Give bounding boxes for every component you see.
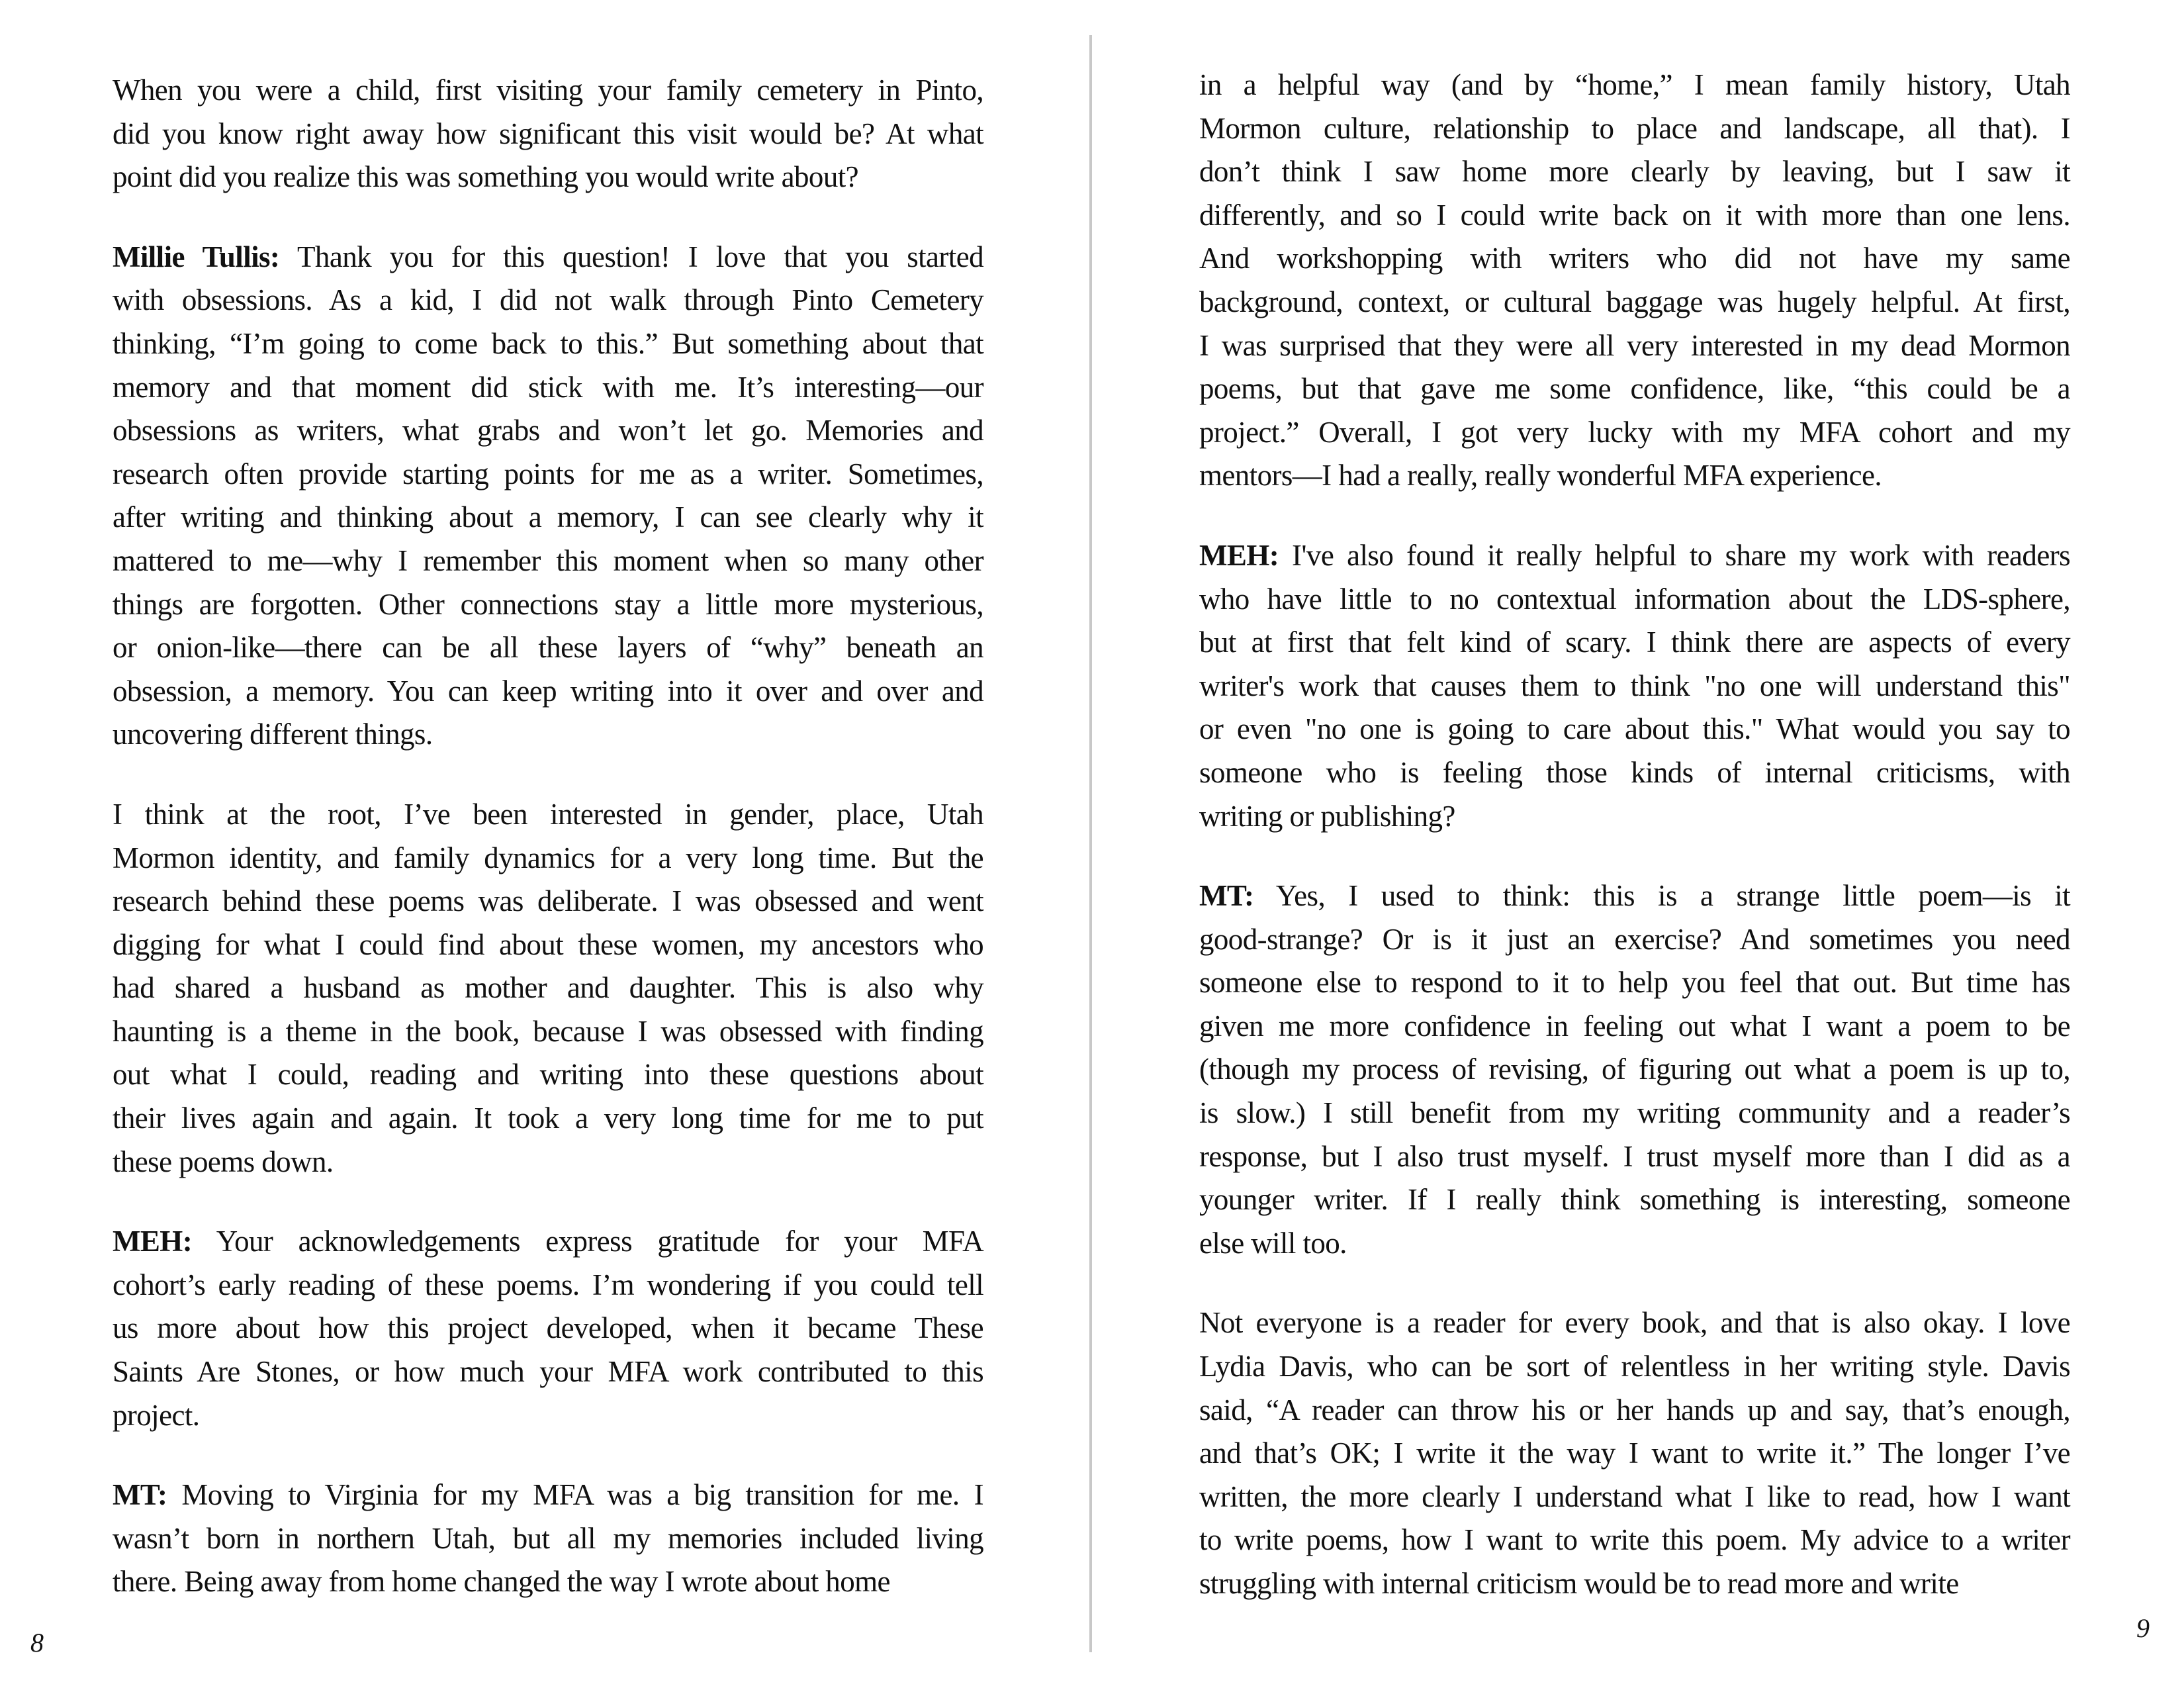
line-text: Thank you for this question! I love that you started xyxy=(279,240,983,273)
line-text: to write poems, how I want to write this poem. My advice to a writer xyxy=(1199,1523,2070,1557)
text-line xyxy=(1199,454,2070,498)
paragraph xyxy=(1199,534,2070,838)
line-text: don’t think I saw home more clearly by leaving, but I saw it xyxy=(1199,155,2070,189)
line-text: struggling with internal criticism would be to read more and write xyxy=(1199,1567,1959,1600)
line-text: cohort’s early reading of these poems. I’m wondering if you could tell xyxy=(113,1268,983,1301)
line-text: haunting is a theme in the book, because I was obsessed with finding xyxy=(113,1014,983,1048)
text-line xyxy=(1199,1345,2070,1389)
paragraph xyxy=(113,1474,983,1604)
line-text: differently, and so I could write back on it with more than one lens. xyxy=(1199,198,2070,232)
line-text: mentors—I had a really, really wonderful MFA experience. xyxy=(1199,459,1882,492)
line-text: Lydia Davis, who can be sort of relentless in her writing style. Davis xyxy=(1199,1350,2070,1383)
text-line xyxy=(1199,1005,2070,1049)
line-text: I've also found it really helpful to share my work with readers xyxy=(1279,538,2070,572)
line-text: Not everyone is a reader for every book, and that is also okay. I love xyxy=(1199,1306,2070,1340)
line-text: someone else to respond to it to help you feel that out. But time has xyxy=(1199,966,2070,1000)
line-text: given me more confidence in feeling out what I want a poem to be xyxy=(1199,1009,2070,1043)
text-line xyxy=(1199,918,2070,962)
text-line xyxy=(113,539,983,583)
line-text: good-strange? Or is it just an exercise? And sometimes you need xyxy=(1199,922,2070,956)
text-line xyxy=(1199,411,2070,455)
text-line xyxy=(1199,665,2070,708)
right-page-column xyxy=(1199,64,2070,1642)
text-line xyxy=(1199,1092,2070,1135)
line-text: mattered to me—why I remember this moment when so many other xyxy=(113,543,983,577)
text-line xyxy=(113,1474,983,1517)
line-text: response, but I also trust myself. I trust myself more than I did as a xyxy=(1199,1139,2070,1173)
text-line xyxy=(113,713,983,757)
line-text: poems, but that gave me some confidence, like, “this could be a xyxy=(1199,372,2070,406)
paragraph xyxy=(113,793,983,1184)
text-line xyxy=(113,923,983,967)
line-text: research often provide starting points for me as a writer. Sometimes, xyxy=(113,457,983,491)
text-line xyxy=(113,1307,983,1350)
text-line xyxy=(113,1097,983,1141)
text-line xyxy=(1199,1178,2070,1222)
line-text: younger writer. If I really think something is interesting, someone xyxy=(1199,1183,2070,1217)
line-text: point did you realize this was something you would write about? xyxy=(113,160,858,194)
line-text: uncovering different things. xyxy=(113,718,433,751)
text-line xyxy=(113,1010,983,1054)
text-line xyxy=(1199,1476,2070,1519)
text-line xyxy=(1199,1135,2070,1179)
text-line xyxy=(1199,1519,2070,1562)
speaker-label: MT: xyxy=(113,1478,167,1512)
text-line xyxy=(1199,1432,2070,1476)
text-line xyxy=(113,837,983,880)
text-line xyxy=(1199,578,2070,622)
text-line xyxy=(1199,1389,2070,1432)
line-text: or onion-like—there can be all these layers of “why” beneath an xyxy=(113,631,983,665)
text-line xyxy=(1199,1048,2070,1092)
page-number-right: 9 xyxy=(2136,1613,2150,1643)
line-text: us more about how this project developed, when it became These xyxy=(113,1311,983,1345)
paragraph xyxy=(1199,1301,2070,1605)
paragraph xyxy=(113,236,983,757)
line-text: Yes, I used to think: this is a strange little poem—is it xyxy=(1253,879,2070,913)
line-text: in a helpful way (and by “home,” I mean family history, Utah xyxy=(1199,68,2070,101)
line-text: out what I could, reading and writing into these questions about xyxy=(113,1058,983,1092)
text-line xyxy=(113,1220,983,1264)
line-text: someone who is feeling those kinds of internal criticisms, with xyxy=(1199,755,2070,789)
text-line xyxy=(113,156,983,199)
text-line xyxy=(113,1141,983,1184)
text-line xyxy=(1199,324,2070,368)
text-line xyxy=(1199,708,2070,751)
line-text: thinking, “I’m going to come back to this.” But something about that xyxy=(113,326,983,360)
line-text: project.” Overall, I got very lucky with my MFA cohort and my xyxy=(1199,415,2070,449)
text-line xyxy=(1199,281,2070,324)
text-line xyxy=(1199,795,2070,839)
line-text: Your acknowledgements express gratitude for your MFA xyxy=(192,1225,983,1258)
line-text: When you were a child, first visiting your family cemetery in Pinto, xyxy=(113,73,983,107)
paragraph xyxy=(113,69,983,199)
text-line xyxy=(113,366,983,410)
line-text: things are forgotten. Other connections stay a little more mysterious, xyxy=(113,587,983,621)
text-line xyxy=(1199,150,2070,194)
speaker-label: MEH: xyxy=(1199,538,1279,572)
text-line xyxy=(1199,64,2070,107)
text-line xyxy=(1199,237,2070,281)
line-text: did you know right away how significant this visit would be? At what xyxy=(113,117,983,150)
text-line xyxy=(113,626,983,670)
line-text: obsession, a memory. You can keep writing into it over and over and xyxy=(113,674,983,708)
line-text: is slow.) I still benefit from my writing community and a reader’s xyxy=(1199,1096,2070,1130)
line-text: their lives again and again. It took a very long time for me to put xyxy=(113,1102,983,1135)
line-text: writing or publishing? xyxy=(1199,799,1455,833)
page-gutter-divider xyxy=(1089,35,1092,1652)
line-text: background, context, or cultural baggage was hugely helpful. At first, xyxy=(1199,285,2070,318)
line-text: project. xyxy=(113,1398,200,1432)
left-page-column xyxy=(113,69,983,1640)
text-line xyxy=(1199,874,2070,918)
line-text: who have little to no contextual information about the LDS-sphere, xyxy=(1199,582,2070,616)
text-line xyxy=(1199,751,2070,795)
text-line xyxy=(113,1394,983,1438)
text-line xyxy=(113,670,983,714)
line-text: but at first that felt kind of scary. I think there are aspects of every xyxy=(1199,626,2070,659)
line-text: had shared a husband as mother and daughter. This is also why xyxy=(113,971,983,1005)
line-text: Saints Are Stones, or how much your MFA work contributed to this xyxy=(113,1355,983,1389)
line-text: I think at the root, I’ve been interested in gender, place, Utah xyxy=(113,797,983,831)
line-text: there. Being away from home changed the way I wrote about home xyxy=(113,1565,890,1599)
text-line xyxy=(113,496,983,539)
paragraph xyxy=(113,1220,983,1437)
line-text: written, the more clearly I understand what I like to read, how I want xyxy=(1199,1479,2070,1513)
text-line xyxy=(1199,534,2070,578)
line-text: said, “A reader can throw his or her hands up and say, that’s enough, xyxy=(1199,1393,2070,1427)
line-text: research behind these poems was deliberate. I was obsessed and went xyxy=(113,884,983,918)
text-line xyxy=(113,1264,983,1307)
text-line xyxy=(113,69,983,113)
text-line xyxy=(113,966,983,1010)
text-line xyxy=(113,1560,983,1604)
paragraph xyxy=(1199,64,2070,498)
text-line xyxy=(1199,1222,2070,1266)
page-number-left: 8 xyxy=(30,1628,44,1658)
text-line xyxy=(113,793,983,837)
text-line xyxy=(113,113,983,156)
text-line xyxy=(1199,194,2070,238)
line-text: after writing and thinking about a memory, I can see clearly why it xyxy=(113,500,983,534)
text-line xyxy=(113,236,983,279)
text-line xyxy=(113,583,983,627)
line-text: I was surprised that they were all very interested in my dead Mormon xyxy=(1199,328,2070,362)
line-text: with obsessions. As a kid, I did not walk through Pinto Cemetery xyxy=(113,283,983,317)
text-line xyxy=(1199,367,2070,411)
text-line xyxy=(113,279,983,322)
text-line xyxy=(113,1053,983,1097)
line-text: wasn’t born in northern Utah, but all my memories included living xyxy=(113,1521,983,1555)
speaker-label: MEH: xyxy=(113,1225,193,1258)
text-line xyxy=(113,880,983,923)
line-text: Moving to Virginia for my MFA was a big transition for me. I xyxy=(167,1478,983,1512)
speaker-label: Millie Tullis: xyxy=(113,240,280,273)
text-line xyxy=(1199,1301,2070,1345)
text-line xyxy=(113,322,983,366)
line-text: or even "no one is going to care about this." What would you say to xyxy=(1199,712,2070,746)
line-text: digging for what I could find about these women, my ancestors who xyxy=(113,927,983,961)
text-line xyxy=(1199,1562,2070,1606)
line-text: and that’s OK; I write it the way I want to write it.” The longer I’ve xyxy=(1199,1436,2070,1470)
text-line xyxy=(1199,107,2070,151)
text-line xyxy=(1199,621,2070,665)
line-text: these poems down. xyxy=(113,1145,334,1178)
line-text: Mormon culture, relationship to place and landscape, all that). I xyxy=(1199,111,2070,145)
line-text: obsessions as writers, what grabs and won’t let go. Memories and xyxy=(113,414,983,447)
line-text: (though my process of revising, of figuring out what a poem is up to, xyxy=(1199,1053,2070,1086)
line-text: memory and that moment did stick with me. It’s interesting—our xyxy=(113,370,983,404)
line-text: else will too. xyxy=(1199,1226,1347,1260)
text-line xyxy=(113,409,983,453)
line-text: And workshopping with writers who did not have my same xyxy=(1199,242,2070,275)
text-line xyxy=(113,1350,983,1394)
line-text: Mormon identity, and family dynamics for a very long time. But the xyxy=(113,841,983,874)
line-text: writer's work that causes them to think "no one will understand this" xyxy=(1199,669,2070,702)
speaker-label: MT: xyxy=(1199,879,1254,913)
paragraph xyxy=(1199,874,2070,1265)
text-line xyxy=(113,1517,983,1561)
text-line xyxy=(1199,961,2070,1005)
text-line xyxy=(113,453,983,496)
